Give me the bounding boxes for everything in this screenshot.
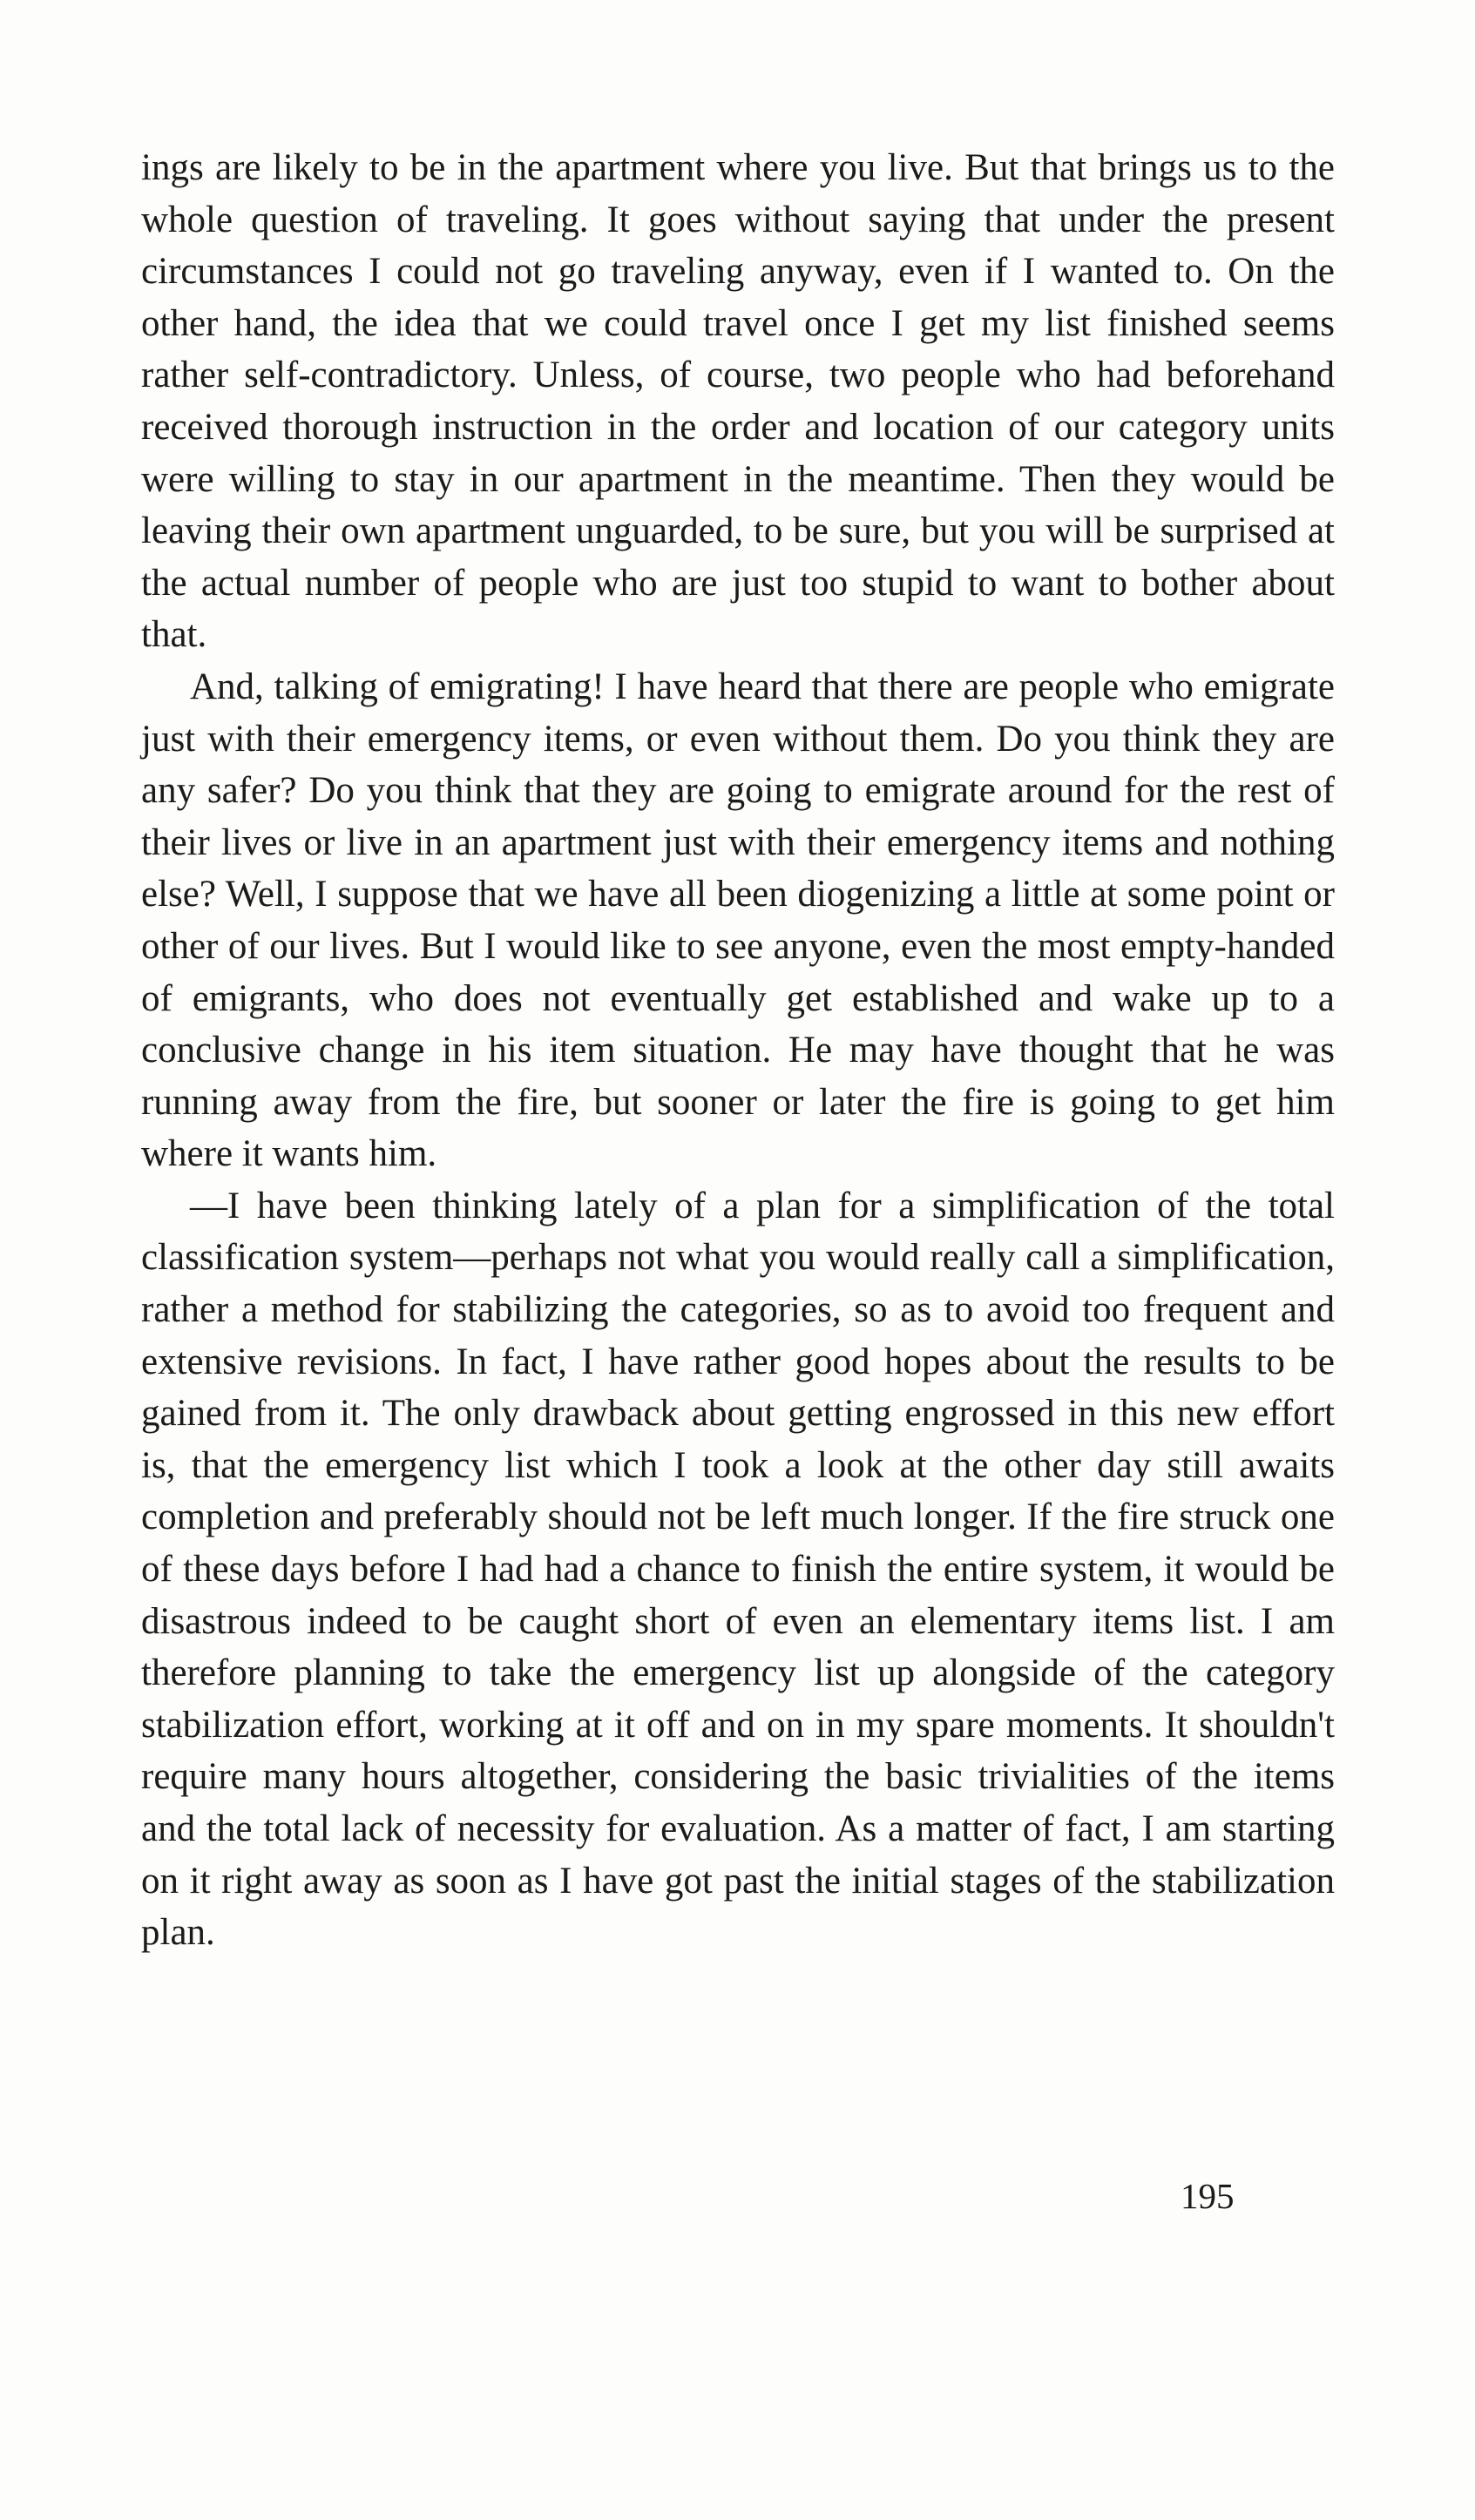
body-text xyxy=(141,142,1335,1959)
paragraph-continued: ings are likely to be in the apartment where you live. But that brings us to the whole question of traveling. It goes without saying that under the present circumstances I could not go traveling anyway, even if I wanted to. On the other hand, the idea that we could travel once I get my list finished seems rather self-contradictory. Unless, of course, two people who had beforehand received thorough instruction in the order and location of our category units were willing to stay in our apartment in the meantime. Then they would be leaving their own apartment unguarded, to be sure, but you will be surprised at the actual number of people who are just too stupid to want to bother about that. xyxy=(141,147,1335,656)
page-number: 195 xyxy=(1181,2176,1235,2216)
paragraph-classification-plan: —I have been thinking lately of a plan for a simplification of the total classification system—perhaps not what you would really call a simplification, rather a method for stabilizing the categories, so as to avoid too frequent and extensive revisions. In fact, I have rather good hopes about the results to be gained from it. The only drawback about getting engrossed in this new effort is, that the emergency list which I took a look at the other day still awaits completion and preferably should not be left much longer. If the fire struck one of these days before I had had a chance to finish the entire system, it would be disastrous indeed to be caught short of even an elementary items list. I am therefore planning to take the emergency list up alongside of the category stabilization effort, working at it off and on in my spare moments. It shouldn't require many hours altogether, considering the basic trivialities of the items and the total lack of necessity for evaluation. As a matter of fact, I am starting on it right away as soon as I have got past the initial stages of the stabilization plan. xyxy=(141,1185,1335,1954)
paragraph-emigrating: And, talking of emigrating! I have heard that there are people who emigrate just with their emergency items, or even without them. Do you think they are any safer? Do you think that they are going to emigrate around for the rest of their lives or live in an apartment just with their emergency items and nothing else? Well, I suppose that we have all been diogenizing a little at some point or other of our lives. But I would like to see anyone, even the most empty-handed of emigrants, who does not eventually get established and wake up to a conclusive change in his item situation. He may have thought that he was running away from the fire, but sooner or later the fire is going to get him where it wants him. xyxy=(141,665,1335,1175)
